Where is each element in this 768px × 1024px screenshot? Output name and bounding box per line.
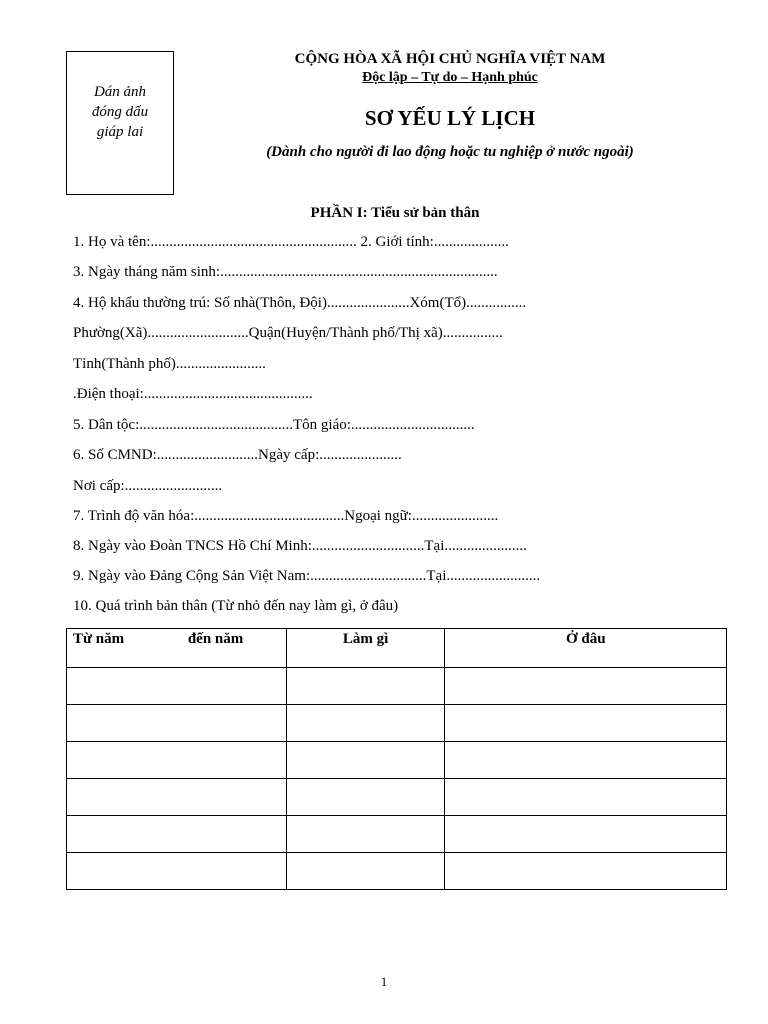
field-party: 9. Ngày vào Đảng Cộng Sản Việt Nam:...............................Tại......................... (73, 568, 541, 584)
motto: Độc lập – Tự do – Hạnh phúc (362, 70, 538, 85)
nation-heading: CỘNG HÒA XÃ HỘI CHỦ NGHĨA VIỆT NAM (294, 51, 606, 67)
table-cell[interactable] (286, 853, 445, 890)
field-ethnicity-religion: 5. Dân tộc:.........................................Tôn giáo:................................. (73, 417, 475, 433)
table-cell[interactable] (286, 779, 445, 816)
table-cell[interactable] (67, 668, 287, 705)
table-cell[interactable] (445, 705, 727, 742)
page-number: 1 (380, 974, 388, 989)
table-cell[interactable] (445, 668, 727, 705)
photo-box-line-1: Dán ảnh (93, 84, 147, 100)
col-header-period (67, 629, 287, 668)
table-cell[interactable] (286, 705, 445, 742)
col-header-where: Ở đâu (445, 629, 727, 668)
field-id-number: 6. Số CMND:...........................Ngày cấp:...................... (73, 447, 402, 463)
field-ward-district: Phường(Xã)...........................Quận(Huyện/Thành phố/Thị xã)................ (73, 325, 503, 341)
section-title: PHẦN I: Tiểu sử bản thân (310, 205, 480, 221)
table-row (67, 816, 727, 853)
table-row (67, 779, 727, 816)
field-phone: .Điện thoại:............................................. (73, 386, 313, 402)
table-cell[interactable] (286, 742, 445, 779)
table-cell[interactable] (445, 742, 727, 779)
table-cell[interactable] (67, 705, 287, 742)
field-permanent-address: 4. Hộ khẩu thường trú: Số nhà(Thôn, Đội)......................Xóm(Tổ)................ (73, 295, 527, 311)
history-table (66, 628, 727, 890)
photo-box-line-2: đóng dấu (91, 104, 149, 120)
table-cell[interactable] (445, 779, 727, 816)
table-row (67, 742, 727, 779)
field-education-language: 7. Trình độ văn hóa:........................................Ngoại ngữ:....................... (73, 508, 499, 524)
table-row (67, 668, 727, 705)
document-title: SƠ YẾU LÝ LỊCH (364, 106, 536, 130)
col-header-what: Làm gì (286, 629, 445, 668)
field-issue-place: Nơi cấp:.......................... (73, 478, 223, 494)
col-header-to: đến năm (187, 631, 244, 647)
field-province: Tỉnh(Thành phố)........................ (73, 356, 266, 372)
document-subtitle: (Dành cho người đi lao động hoặc tu nghiệp ở nước ngoài) (266, 144, 634, 160)
field-history-heading: 10. Quá trình bản thân (Từ nhỏ đến nay làm gì, ở đâu) (73, 598, 399, 614)
table-cell[interactable] (67, 779, 287, 816)
photo-placeholder-box (66, 51, 174, 195)
table-cell[interactable] (67, 816, 287, 853)
table-row (67, 705, 727, 742)
col-header-from: Từ năm (73, 631, 125, 647)
photo-box-line-3: giáp lai (96, 124, 144, 140)
table-cell[interactable] (445, 816, 727, 853)
field-name-gender: 1. Họ và tên:....................................................... 2. Giới tính:.................... (73, 234, 509, 250)
table-cell[interactable] (67, 742, 287, 779)
field-youth-union: 8. Ngày vào Đoàn TNCS Hồ Chí Minh:..............................Tại...................... (73, 538, 527, 554)
table-cell[interactable] (67, 853, 287, 890)
table-header-row (67, 629, 727, 668)
table-cell[interactable] (445, 853, 727, 890)
table-cell[interactable] (286, 668, 445, 705)
field-birthdate: 3. Ngày tháng năm sinh:.......................................................................... (73, 264, 498, 280)
table-row (67, 853, 727, 890)
table-cell[interactable] (286, 816, 445, 853)
